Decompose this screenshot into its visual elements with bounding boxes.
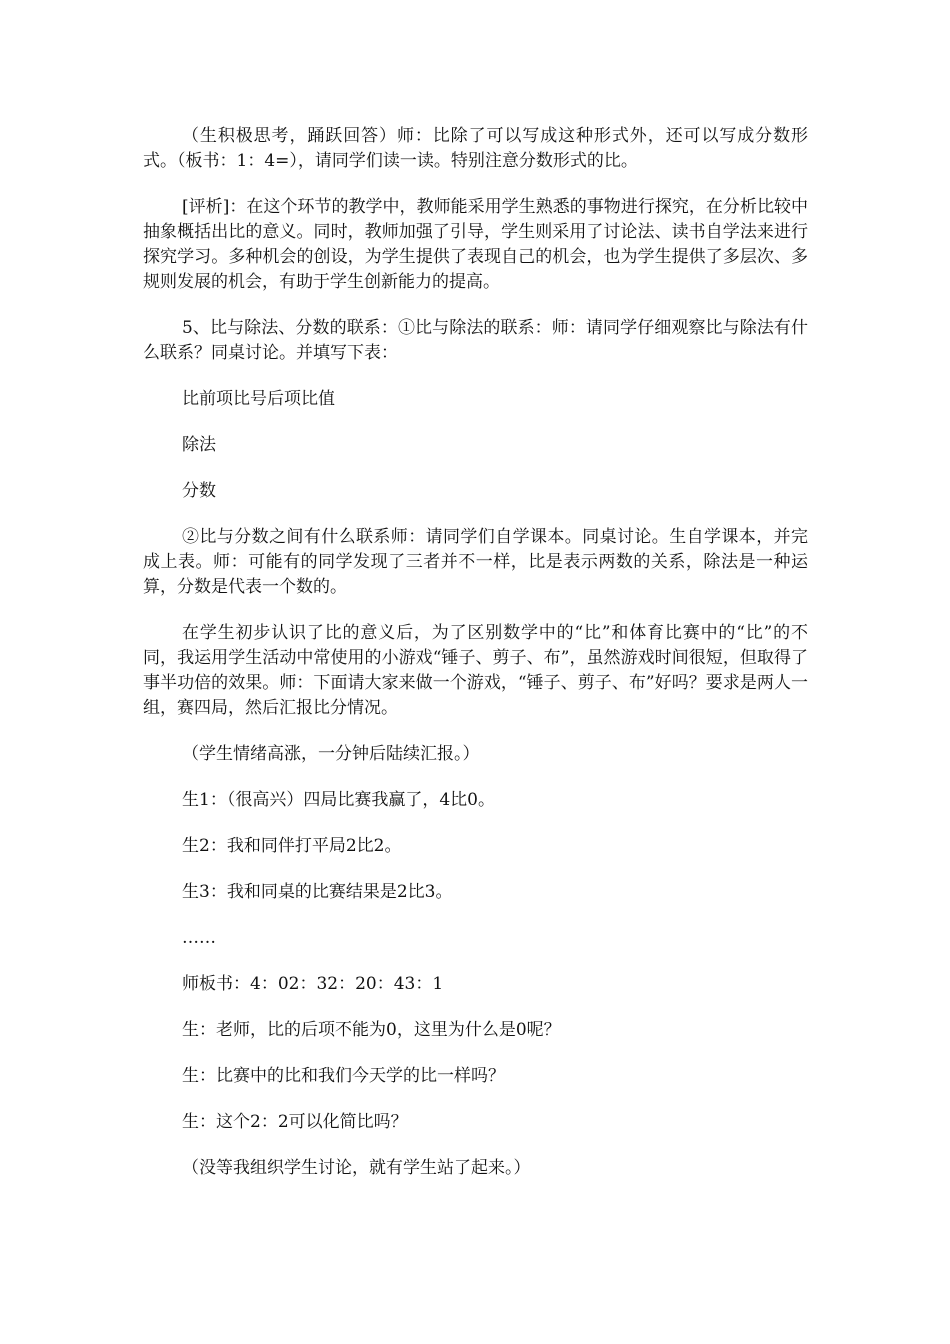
teacher-board-writing: 师板书：4：02：32：20：43：1 xyxy=(182,974,444,994)
paragraph-students-report: （学生情绪高涨，一分钟后陆续汇报。） xyxy=(182,744,480,764)
paragraph-game-intro: 在学生初步认识了比的意义后，为了区别数学中的“比”和体育比赛中的“比”的不同，我运用学生活动中常使用的小游戏“锤子、剪子、布”，虽然游戏时间很短，但取得了事半功倍的效果。师：下面请大家来做一个游戏，“锤子、剪子、布”好吗？要求是两人一组，赛四局，然后汇报比分情况。 xyxy=(143,623,808,718)
paragraph-ratio-fraction-relation: ②比与分数之间有什么联系师：请同学们自学课本。同桌讨论。生自学课本，并完成上表。师：可能有的同学发现了三者并不一样，比是表示两数的关系，除法是一种运算，分数是代表一个数的。 xyxy=(143,527,808,597)
table-row-fraction: 分数 xyxy=(182,481,216,501)
dialogue-question-zero: 生：老师，比的后项不能为0，这里为什么是0呢？ xyxy=(182,1020,561,1040)
document-body xyxy=(143,124,808,1202)
dialogue-question-same: 生：比赛中的比和我们今天学的比一样吗？ xyxy=(182,1066,505,1086)
paragraph-ratio-division-fraction: 5、比与除法、分数的联系：①比与除法的联系：师：请同学仔细观察比与除法有什么联系？同桌讨论。并填写下表： xyxy=(143,318,808,363)
table-row-division: 除法 xyxy=(182,435,216,455)
dialogue-student-2: 生2：我和同伴打平局2比2。 xyxy=(182,836,402,856)
table-header-line: 比前项比号后项比值 xyxy=(182,389,335,409)
dialogue-student-3: 生3：我和同桌的比赛结果是2比3。 xyxy=(182,882,453,902)
paragraph-student-answer: （生积极思考，踊跃回答）师：比除了可以写成这种形式外，还可以写成分数形式。（板书：1：4=），请同学们读一读。特别注意分数形式的比。 xyxy=(143,126,808,171)
ellipsis-line: …… xyxy=(182,928,216,948)
dialogue-question-simplify: 生：这个2：2可以化简比吗？ xyxy=(182,1112,408,1132)
paragraph-commentary: [评析]：在这个环节的教学中，教师能采用学生熟悉的事物进行探究，在分析比较中抽象概括出比的意义。同时，教师加强了引导，学生则采用了讨论法、读书自学法来进行探究学习。多种机会的创设，为学生提供了表现自己的机会，也为学生提供了多层次、多规则发展的机会，有助于学生创新能力的提高。 xyxy=(143,197,808,292)
paragraph-closing-note: （没等我组织学生讨论，就有学生站了起来。） xyxy=(182,1158,531,1178)
dialogue-student-1: 生1：（很高兴）四局比赛我赢了，4比0。 xyxy=(182,790,495,810)
